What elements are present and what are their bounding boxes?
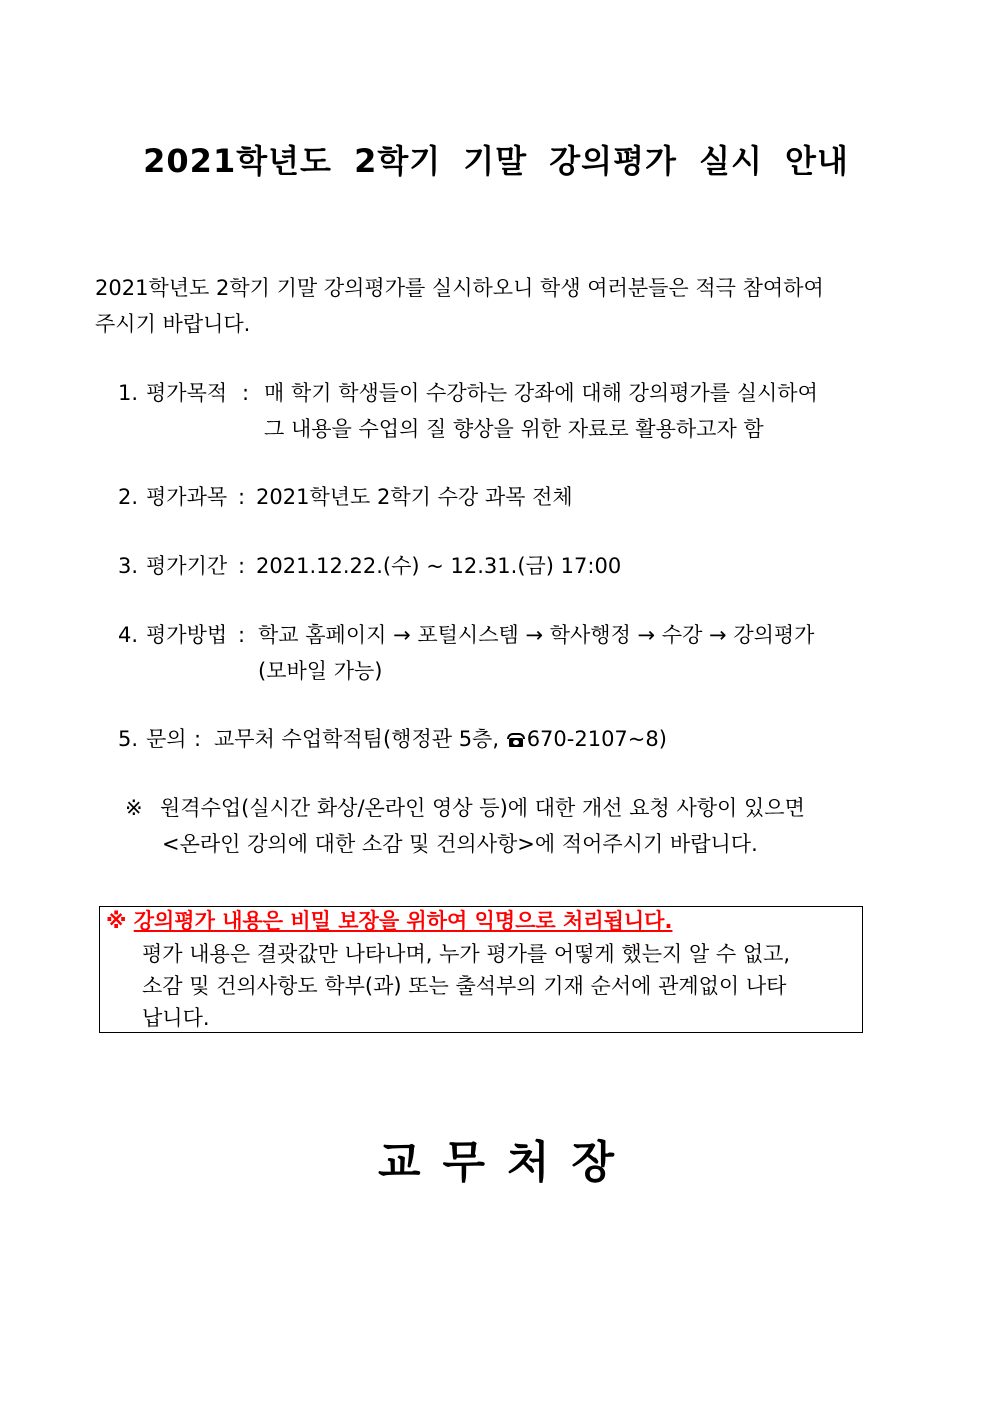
note-line: <온라인 강의에 대한 소감 및 건의사항>에 적어주시기 바랍니다.	[162, 832, 758, 856]
reference-mark: ※	[106, 909, 127, 933]
notice-body	[142, 938, 854, 1034]
item-number: 4.	[118, 623, 139, 647]
inquiry-text: 교무처 수업학적팀(행정관 5층,	[214, 727, 506, 751]
note-line: 원격수업(실시간 화상/온라인 영상 등)에 대한 개선 요청 사항이 있으면	[160, 796, 805, 820]
inquiry-phone: 670-2107~8)	[526, 727, 667, 751]
item-value	[256, 479, 573, 515]
intro-paragraph	[95, 270, 897, 342]
item-value-line: 매 학기 학생들이 수강하는 강좌에 대해 강의평가를 실시하여	[264, 381, 818, 405]
item-colon: :	[242, 381, 250, 405]
item-label: 평가방법	[146, 623, 228, 647]
document-title: 2021학년도 2학기 기말 강의평가 실시 안내	[143, 142, 849, 180]
item-value-line: 학교 홈페이지 → 포털시스템 → 학사행정 → 수강 → 강의평가	[258, 623, 815, 647]
notice-headline-text: 강의평가 내용은 비밀 보장을 위하여 익명으로 처리됩니다.	[133, 909, 673, 933]
note-text	[160, 790, 898, 862]
list-item-subjects	[118, 479, 898, 515]
item-label: 평가목적	[146, 381, 228, 405]
intro-line: 주시기 바랍니다.	[95, 312, 251, 336]
item-label: 문의	[146, 727, 187, 751]
reference-mark: ※	[125, 796, 143, 820]
item-value-line: 2021학년도 2학기 수강 과목 전체	[256, 485, 573, 509]
item-colon: :	[238, 554, 246, 578]
item-number: 3.	[118, 554, 139, 578]
item-value	[214, 721, 667, 757]
list-item-purpose	[118, 375, 898, 447]
item-value-line: 2021.12.22.(수) ~ 12.31.(금) 17:00	[256, 554, 622, 578]
item-value-line: 그 내용을 수업의 질 향상을 위한 자료로 활용하고자 함	[264, 417, 764, 441]
list-item-method	[118, 617, 898, 689]
notice-headline	[106, 905, 672, 937]
online-class-note	[125, 790, 898, 862]
item-value	[264, 375, 818, 447]
intro-line: 2021학년도 2학기 기말 강의평가를 실시하오니 학생 여러분들은 적극 참여하여	[95, 276, 824, 300]
list-item-period	[118, 548, 898, 584]
item-number: 1.	[118, 381, 139, 405]
item-value	[258, 617, 814, 689]
signature-office: 교무처장	[377, 1137, 636, 1188]
item-value-line: (모바일 가능)	[258, 659, 383, 683]
notice-line: 납니다.	[142, 1006, 210, 1030]
item-colon: :	[238, 623, 246, 647]
notice-line: 소감 및 건의사항도 학부(과) 또는 출석부의 기재 순서에 관계없이 나타	[142, 974, 787, 998]
item-number: 2.	[118, 485, 139, 509]
anonymity-notice-box	[99, 906, 863, 1033]
list-item-inquiry	[118, 721, 898, 757]
item-label: 평가과목	[146, 485, 228, 509]
telephone-icon	[506, 733, 526, 747]
item-colon: :	[194, 727, 202, 751]
item-colon: :	[238, 485, 246, 509]
notice-line: 평가 내용은 결괏값만 나타나며, 누가 평가를 어떻게 했는지 알 수 없고,	[142, 942, 791, 966]
item-value	[256, 548, 621, 584]
item-label: 평가기간	[146, 554, 228, 578]
item-number: 5.	[118, 727, 139, 751]
